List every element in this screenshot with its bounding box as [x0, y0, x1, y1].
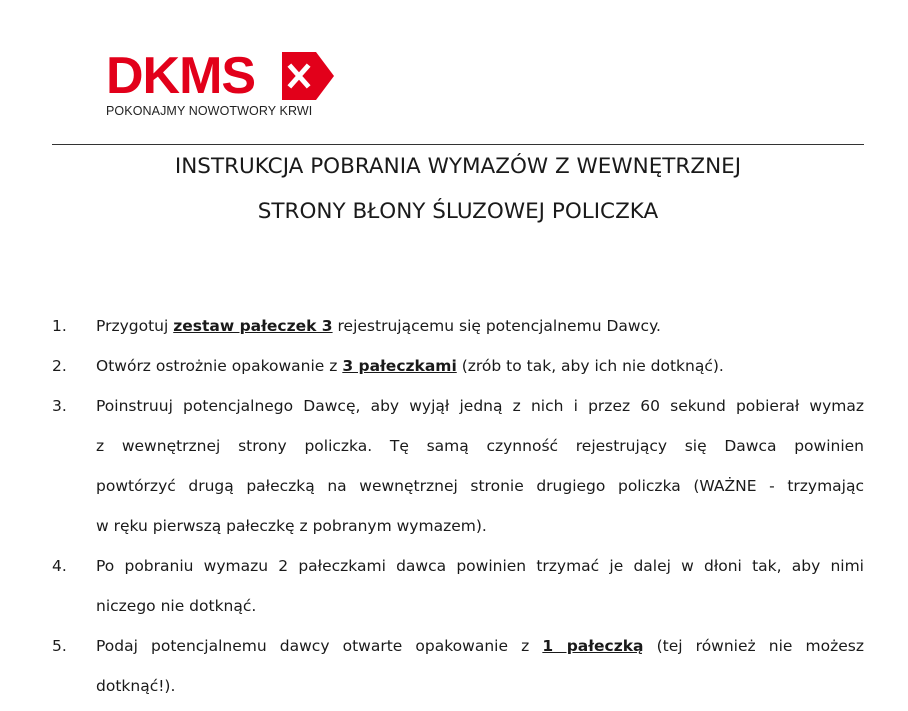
list-item-text: Podaj potencjalnemu dawcy otwarte opakowanie z 1 pałeczką (tej również nie możesz dotknąć!).: [96, 637, 864, 695]
header-divider: [52, 144, 864, 145]
emphasis-text: zestaw pałeczek 3: [173, 317, 333, 335]
list-item-number: 4.: [52, 557, 67, 575]
dkms-logo: [106, 47, 336, 122]
list-item-number: 2.: [52, 357, 67, 375]
page-title-line-1: INSTRUKCJA POBRANIA WYMAZÓW Z WEWNĘTRZNEJ: [174, 154, 742, 179]
page-title-line-2: STRONY BŁONY ŚLUZOWEJ POLICZKA: [257, 199, 659, 224]
list-item: [52, 626, 864, 706]
logo-wordmark: DKMS: [106, 47, 256, 105]
emphasis-text: 1 pałeczką: [542, 637, 644, 655]
list-item-text: Poinstruuj potencjalnego Dawcę, aby wyjął jedną z nich i przez 60 sekund pobierał wymaz z wewnętrznej strony policzka. Tę samą czynność rejestrujący się Dawca powinien powtórzyć drugą pałeczką na wewnętrznej stronie drugiego policzka (WAŻNE - trzymając w ręku pierwszą pałeczkę z pobranym wymazem).: [96, 397, 864, 535]
logo-tagline: POKONAJMY NOWOTWORY KRWI: [106, 104, 313, 118]
instruction-list: [52, 306, 864, 706]
list-item-number: 3.: [52, 397, 67, 415]
list-item: [52, 386, 864, 546]
list-item-number: 1.: [52, 317, 67, 335]
list-item-text: Otwórz ostrożnie opakowanie z 3 pałeczkami (zrób to tak, aby ich nie dotknąć).: [96, 357, 724, 375]
list-item-text: Po pobraniu wymazu 2 pałeczkami dawca powinien trzymać je dalej w dłoni tak, aby nimi niczego nie dotknąć.: [96, 557, 864, 615]
list-item-number: 5.: [52, 637, 67, 655]
list-item-text: Przygotuj zestaw pałeczek 3 rejestrującemu się potencjalnemu Dawcy.: [96, 317, 661, 335]
logo-x-tag-icon: [282, 52, 334, 100]
emphasis-text: 3 pałeczkami: [342, 357, 457, 375]
list-item: [52, 546, 864, 626]
list-item: [52, 306, 864, 346]
list-item: [52, 346, 864, 386]
